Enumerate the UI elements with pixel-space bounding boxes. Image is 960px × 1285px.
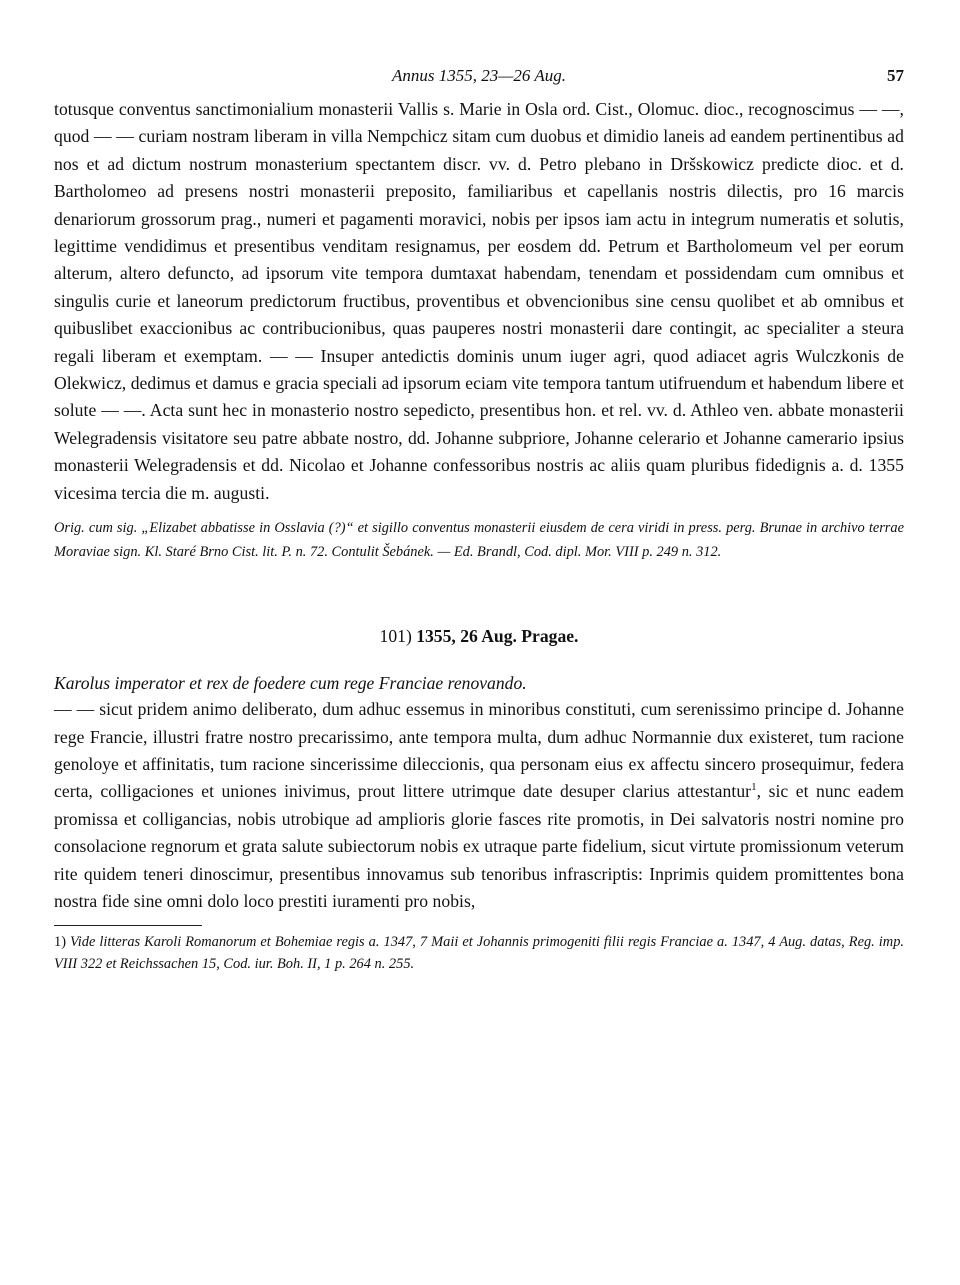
running-title: Annus 1355, 23—26 Aug. (392, 66, 566, 85)
charter-100-source-note: Orig. cum sig. „Elizabet abbatisse in Osslavia (?)“ et sigillo conventus monasterii eiusdem de cera viridi in press. perg. Brunae in archivo terrae Moraviae sign. Kl. Staré Brno Cist. lit. P. n. 72. Contulit Šebánek. — Ed. Brandl, Cod. dipl. Mor. VIII p. 249 n. 312. (54, 520, 904, 560)
charter-101-text-part2: , sic et nunc eadem promissa et colligancias, nobis utrobique ad amplioris glorie fasces rite promotis, in Dei salvatoris nostri nomine pro consolacione regnorum et grata salute subiectorum nobis ex utraque parte fidelium, sicut virtute promissionum veterum rite quidem teneri dinoscimur, presentibus innovamus sub tenoribus infrascriptis: Inprimis quidem promittentes bona nostra fide sine omni dolo loco prestiti iuramenti pro nobis, (54, 781, 905, 911)
charter-101-text (54, 696, 904, 915)
charter-number: 101) (379, 626, 412, 647)
charter-101-regest: Karolus imperator et rex de foedere cum rege Franciae renovando. (54, 673, 527, 694)
footnote (54, 932, 904, 975)
charter-101-heading (54, 624, 904, 648)
page-number: 57 (887, 66, 904, 85)
footnote-mark: 1) (54, 934, 66, 951)
footnote-divider (54, 925, 202, 926)
running-header (54, 66, 904, 96)
footnote-reference: 1 (751, 781, 757, 794)
footnote-text: Vide litteras Karoli Romanorum et Bohemiae regis a. 1347, 7 Maii et Johannis primogeniti filii regis Franciae a. 1347, 4 Aug. datas, Reg. imp. VIII 322 et Reichssachen 15, Cod. iur. Boh. II, 1 p. 264 n. 255. (54, 934, 904, 972)
charter-100-text: totusque conventus sanctimonialium monasterii Vallis s. Marie in Osla ord. Cist., Olomuc. dioc., recognoscimus — —, quod — — curiam nostram liberam in villa Nempchicz sitam cum duobus et dimidio laneis ad eandem pertinentibus ad nos et ad dictum nostrum monasterium spectantem discr. vv. d. Petro plebano in Dršskowicz predicte dioc. et d. Bartholomeo ad presens nostri monasterii preposito, familiaribus et capellanis nostris dilectis, pro 16 marcis denariorum grossorum prag., numeri et pagamenti moravici, nobis per ipsos iam actu in integrum numeratis et solutis, legittime vendidimus et presentibus venditam resignamus, per eosdem dd. Petrum et Bartholomeum vel per eorum alterum, altero defuncto, ad ipsorum vite tempora dumtaxat habendam, tenendam et possidendam cum omnibus et singulis curie et laneorum predictorum fructibus, proventibus et obvencionibus sine censu quolibet et ab omnibus et quibuslibet exaccionibus ac contribucionibus, quas pauperes nostri monasterii dare contingit, ac specialiter a steura regali liberam et exemptam. — — Insuper antedictis dominis unum iuger agri, quod adiacet agris Wulczkonis de Olekwicz, dedimus et damus e gracia speciali ad ipsorum eciam vite tempora tantum utifruendum et habendum libere et solute — —. Acta sunt hec in monasterio nostro sepedicto, presentibus hon. et rel. vv. d. Athleo ven. abbate monasterii Welegradensis visitatore seu patre abbate nostro, dd. Johanne subpriore, Johanne celerario et Johanne camerario ipsius monasterii Welegradensis et dd. Nicolao et Johanne confessoribus nostris ac aliis quam pluribus fidedignis a. d. 1355 vicesima tercia die m. augusti. (54, 99, 904, 503)
charter-101-text-part1: — — sicut pridem animo deliberato, dum adhuc essemus in minoribus constituti, cum serenissimo principe d. Johanne rege Francie, illustri fratre nostro precarissimo, ante tempora multa, dum adhuc Normannie dux existeret, tum racione genoloye et affinitatis, tum racione sincerissime dileccionis, qua personam eius ex affectu sincero prosequimur, federa certa, colligaciones et uniones inivimus, prout littere utrimque date desuper clarius attestantur (54, 699, 904, 802)
charter-date-place: 1355, 26 Aug. Pragae. (416, 626, 579, 647)
